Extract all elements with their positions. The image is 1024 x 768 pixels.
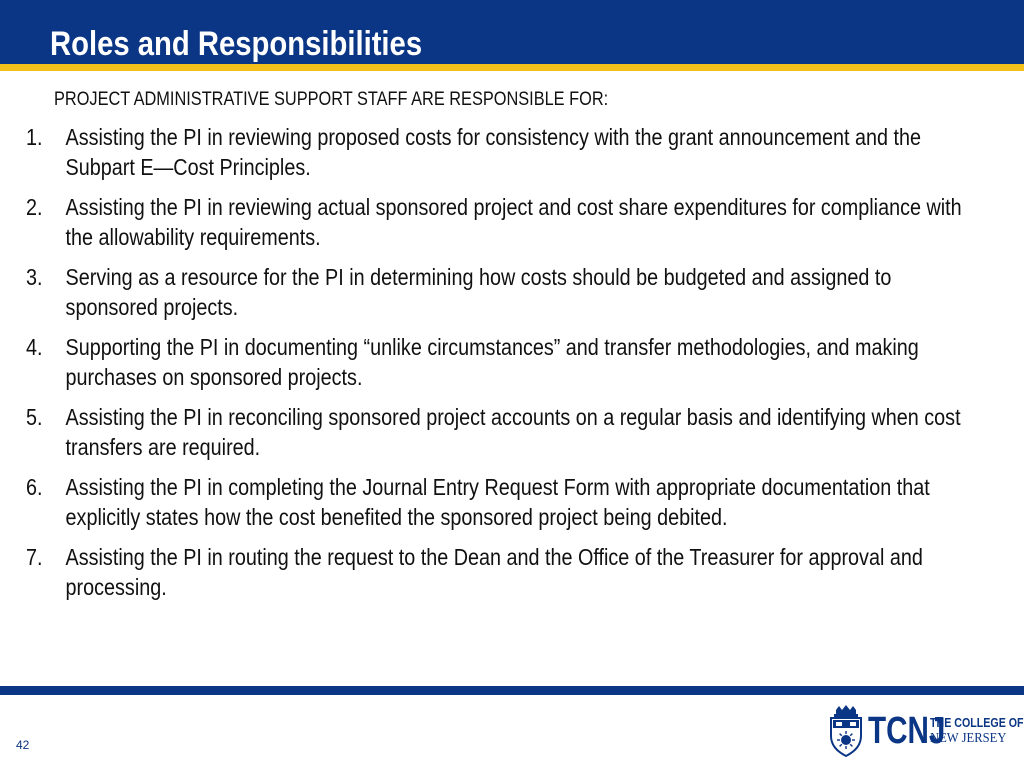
list-item-number: 6.: [26, 474, 43, 500]
logo-name-line1: THE COLLEGE OF: [930, 715, 1024, 730]
list-item-number: 1.: [26, 124, 43, 150]
slide-subtitle: PROJECT ADMINISTRATIVE SUPPORT STAFF ARE RESPONSIBLE FOR:: [54, 89, 609, 110]
list-item-text: Supporting the PI in documenting “unlike circumstances” and transfer methodologies, and making purchases on sponsored projects.: [65, 334, 919, 390]
list-item: [26, 332, 972, 392]
list-item-number: 4.: [26, 334, 43, 360]
list-item: [26, 542, 972, 602]
tcnj-logo: [828, 704, 1024, 758]
list-item-number: 5.: [26, 404, 43, 430]
responsibilities-list: [26, 122, 972, 612]
page-number: 42: [16, 738, 30, 752]
college-seal-icon: [828, 704, 864, 758]
list-item-number: 7.: [26, 544, 43, 570]
list-item-text: Assisting the PI in reviewing actual sponsored project and cost share expenditures for compliance with the allowability requirements.: [65, 194, 962, 250]
list-item-text: Assisting the PI in reconciling sponsored project accounts on a regular basis and identifying when cost transfers are required.: [65, 404, 961, 460]
list-item-number: 2.: [26, 194, 43, 220]
footer-bar: [0, 686, 1024, 695]
list-item: [26, 192, 972, 252]
list-item: [26, 262, 972, 322]
list-item-text: Assisting the PI in reviewing proposed costs for consistency with the grant announcement and the Subpart E—Cost Principles.: [65, 124, 921, 180]
logo-abbreviation: TCNJ: [868, 710, 946, 752]
list-item-text: Assisting the PI in completing the Journal Entry Request Form with appropriate documentation that explicitly states how the cost benefited the sponsored project being debited.: [65, 474, 930, 530]
list-item-text: Assisting the PI in routing the request to the Dean and the Office of the Treasurer for approval and processing.: [65, 544, 923, 600]
list-item: [26, 472, 972, 532]
slide-title: Roles and Responsibilities: [50, 25, 423, 63]
list-item-text: Serving as a resource for the PI in determining how costs should be budgeted and assigned to sponsored projects.: [65, 264, 892, 320]
list-item: [26, 122, 972, 182]
list-item: [26, 402, 972, 462]
logo-name-line2: NEW JERSEY: [930, 731, 1007, 746]
list-item-number: 3.: [26, 264, 43, 290]
